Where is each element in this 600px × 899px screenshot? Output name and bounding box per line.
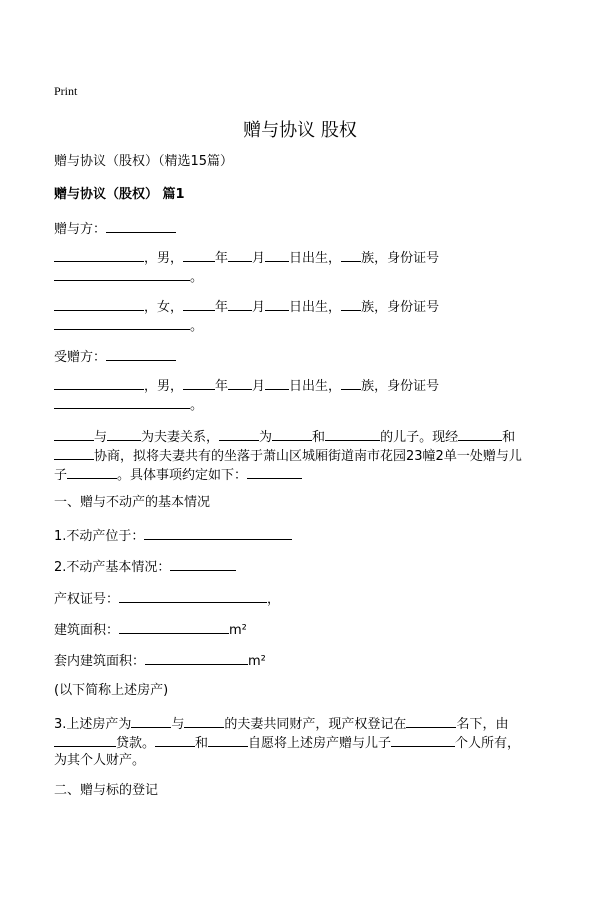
year-text: 年 [215,379,229,394]
donor2-id-line [54,316,203,335]
blank-field [54,446,94,460]
recipient-label: 受赠方： [54,350,107,365]
blank-field [208,733,248,747]
gender-text: ，男， [144,251,184,266]
ethnic-id-text: 族，身份证号 [361,379,440,394]
item3-line [54,733,520,752]
document-title: 赠与协议 股权 [243,120,357,141]
year-text: 年 [215,300,229,315]
area-line [54,620,247,639]
item3-b: 与 [171,717,185,732]
blank-field [341,248,361,262]
item3-h: 个人所有， [455,736,521,751]
gender-text: ，男， [144,379,184,394]
ethnic-id-text: 族，身份证号 [361,251,440,266]
donor2-line [54,297,439,316]
abbrev-line: (以下简称上述房产) [54,683,169,698]
text-zi: 子 [54,468,68,483]
donor1-line [54,248,439,267]
blank-field [183,376,215,390]
period-text: 。 [190,398,204,413]
blank-field [131,714,171,728]
print-label[interactable]: Print [54,84,78,98]
month-text: 月 [252,379,266,394]
birth-text: 日出生， [289,379,342,394]
donor-label: 赠与方： [54,222,107,237]
blank-field [183,248,215,262]
month-text: 月 [252,251,266,266]
item3-f: 和 [195,736,209,751]
blank-field [54,248,144,262]
blank-field [145,651,248,665]
year-text: 年 [215,251,229,266]
period-text: 。 [190,319,204,334]
blank-field [54,733,116,747]
comma-text: ， [267,592,281,607]
blank-field [265,376,289,390]
unit-text: m² [229,623,247,638]
blank-field [265,297,289,311]
donor-line [54,219,176,238]
blank-field [247,465,302,479]
month-text: 月 [252,300,266,315]
text-son-via: 的儿子。现经 [380,430,459,445]
item3-e: 贷款。 [116,736,156,751]
blank-field [272,427,312,441]
item3-c: 的夫妻共同财产，现产权登记在 [224,717,407,732]
blank-field [184,714,224,728]
recipient-detail-line [54,376,439,395]
ethnic-id-text: 族，身份证号 [361,300,440,315]
blank-field [54,376,144,390]
item1-line [54,526,292,545]
blank-field [119,620,229,634]
item1-label: 1.不动产位于： [54,529,145,544]
donor1-id-line [54,267,203,286]
text-he2: 和 [502,430,516,445]
blank-field [54,427,94,441]
text-terms: 。具体事项约定如下： [117,468,248,483]
inner-area-label: 套内建筑面积： [54,654,146,669]
blank-field [219,427,259,441]
blank-field [155,733,195,747]
blank-field [228,376,252,390]
blank-field [228,297,252,311]
blank-field [54,316,190,330]
blank-field [107,427,141,441]
text-consult: 协商，拟将夫妻共有的坐落于萧山区城厢街道南市花园23幢2单一处赠与儿 [94,449,522,464]
item2-line [54,557,236,576]
blank-field [458,427,502,441]
cert-label: 产权证号： [54,592,120,607]
blank-field [406,714,456,728]
item3-d: 名下，由 [456,717,509,732]
item3-line: 为其个人财产。 [54,753,146,768]
blank-field [228,248,252,262]
blank-field [183,297,215,311]
section1-heading: 一、赠与不动产的基本情况 [54,495,211,510]
text-yu: 与 [94,430,108,445]
period-text: 。 [190,270,204,285]
birth-text: 日出生， [289,300,342,315]
paragraph-line [54,446,522,465]
blank-field [144,526,292,540]
item3-line [54,714,508,733]
unit-text: m² [248,654,266,669]
blank-field [341,376,361,390]
recipient-line [54,347,176,366]
section-heading: 赠与协议（股权） 篇1 [54,187,185,202]
gender-text: ，女， [144,300,184,315]
blank-field [54,297,144,311]
area-label: 建筑面积： [54,623,120,638]
item3-g: 自愿将上述房产赠与儿子 [248,736,392,751]
blank-field [341,297,361,311]
inner-area-line [54,651,266,670]
blank-field [106,347,176,361]
blank-field [54,267,190,281]
item2-label: 2.不动产基本情况： [54,560,171,575]
recipient-id-line [54,395,203,414]
document-subtitle: 赠与协议（股权）（精选15篇） [54,154,234,169]
cert-line [54,589,280,608]
text-couple: 为夫妻关系， [141,430,220,445]
blank-field [119,589,267,603]
blank-field [54,395,190,409]
birth-text: 日出生， [289,251,342,266]
text-wei: 为 [259,430,273,445]
blank-field [67,465,117,479]
paragraph-line [54,427,515,446]
text-he: 和 [312,430,326,445]
blank-field [265,248,289,262]
blank-field [106,219,176,233]
section2-heading: 二、赠与标的登记 [54,783,159,798]
paragraph-line [54,465,302,484]
blank-field [325,427,380,441]
blank-field [391,733,455,747]
blank-field [170,557,236,571]
item3-a: 3.上述房产为 [54,717,132,732]
